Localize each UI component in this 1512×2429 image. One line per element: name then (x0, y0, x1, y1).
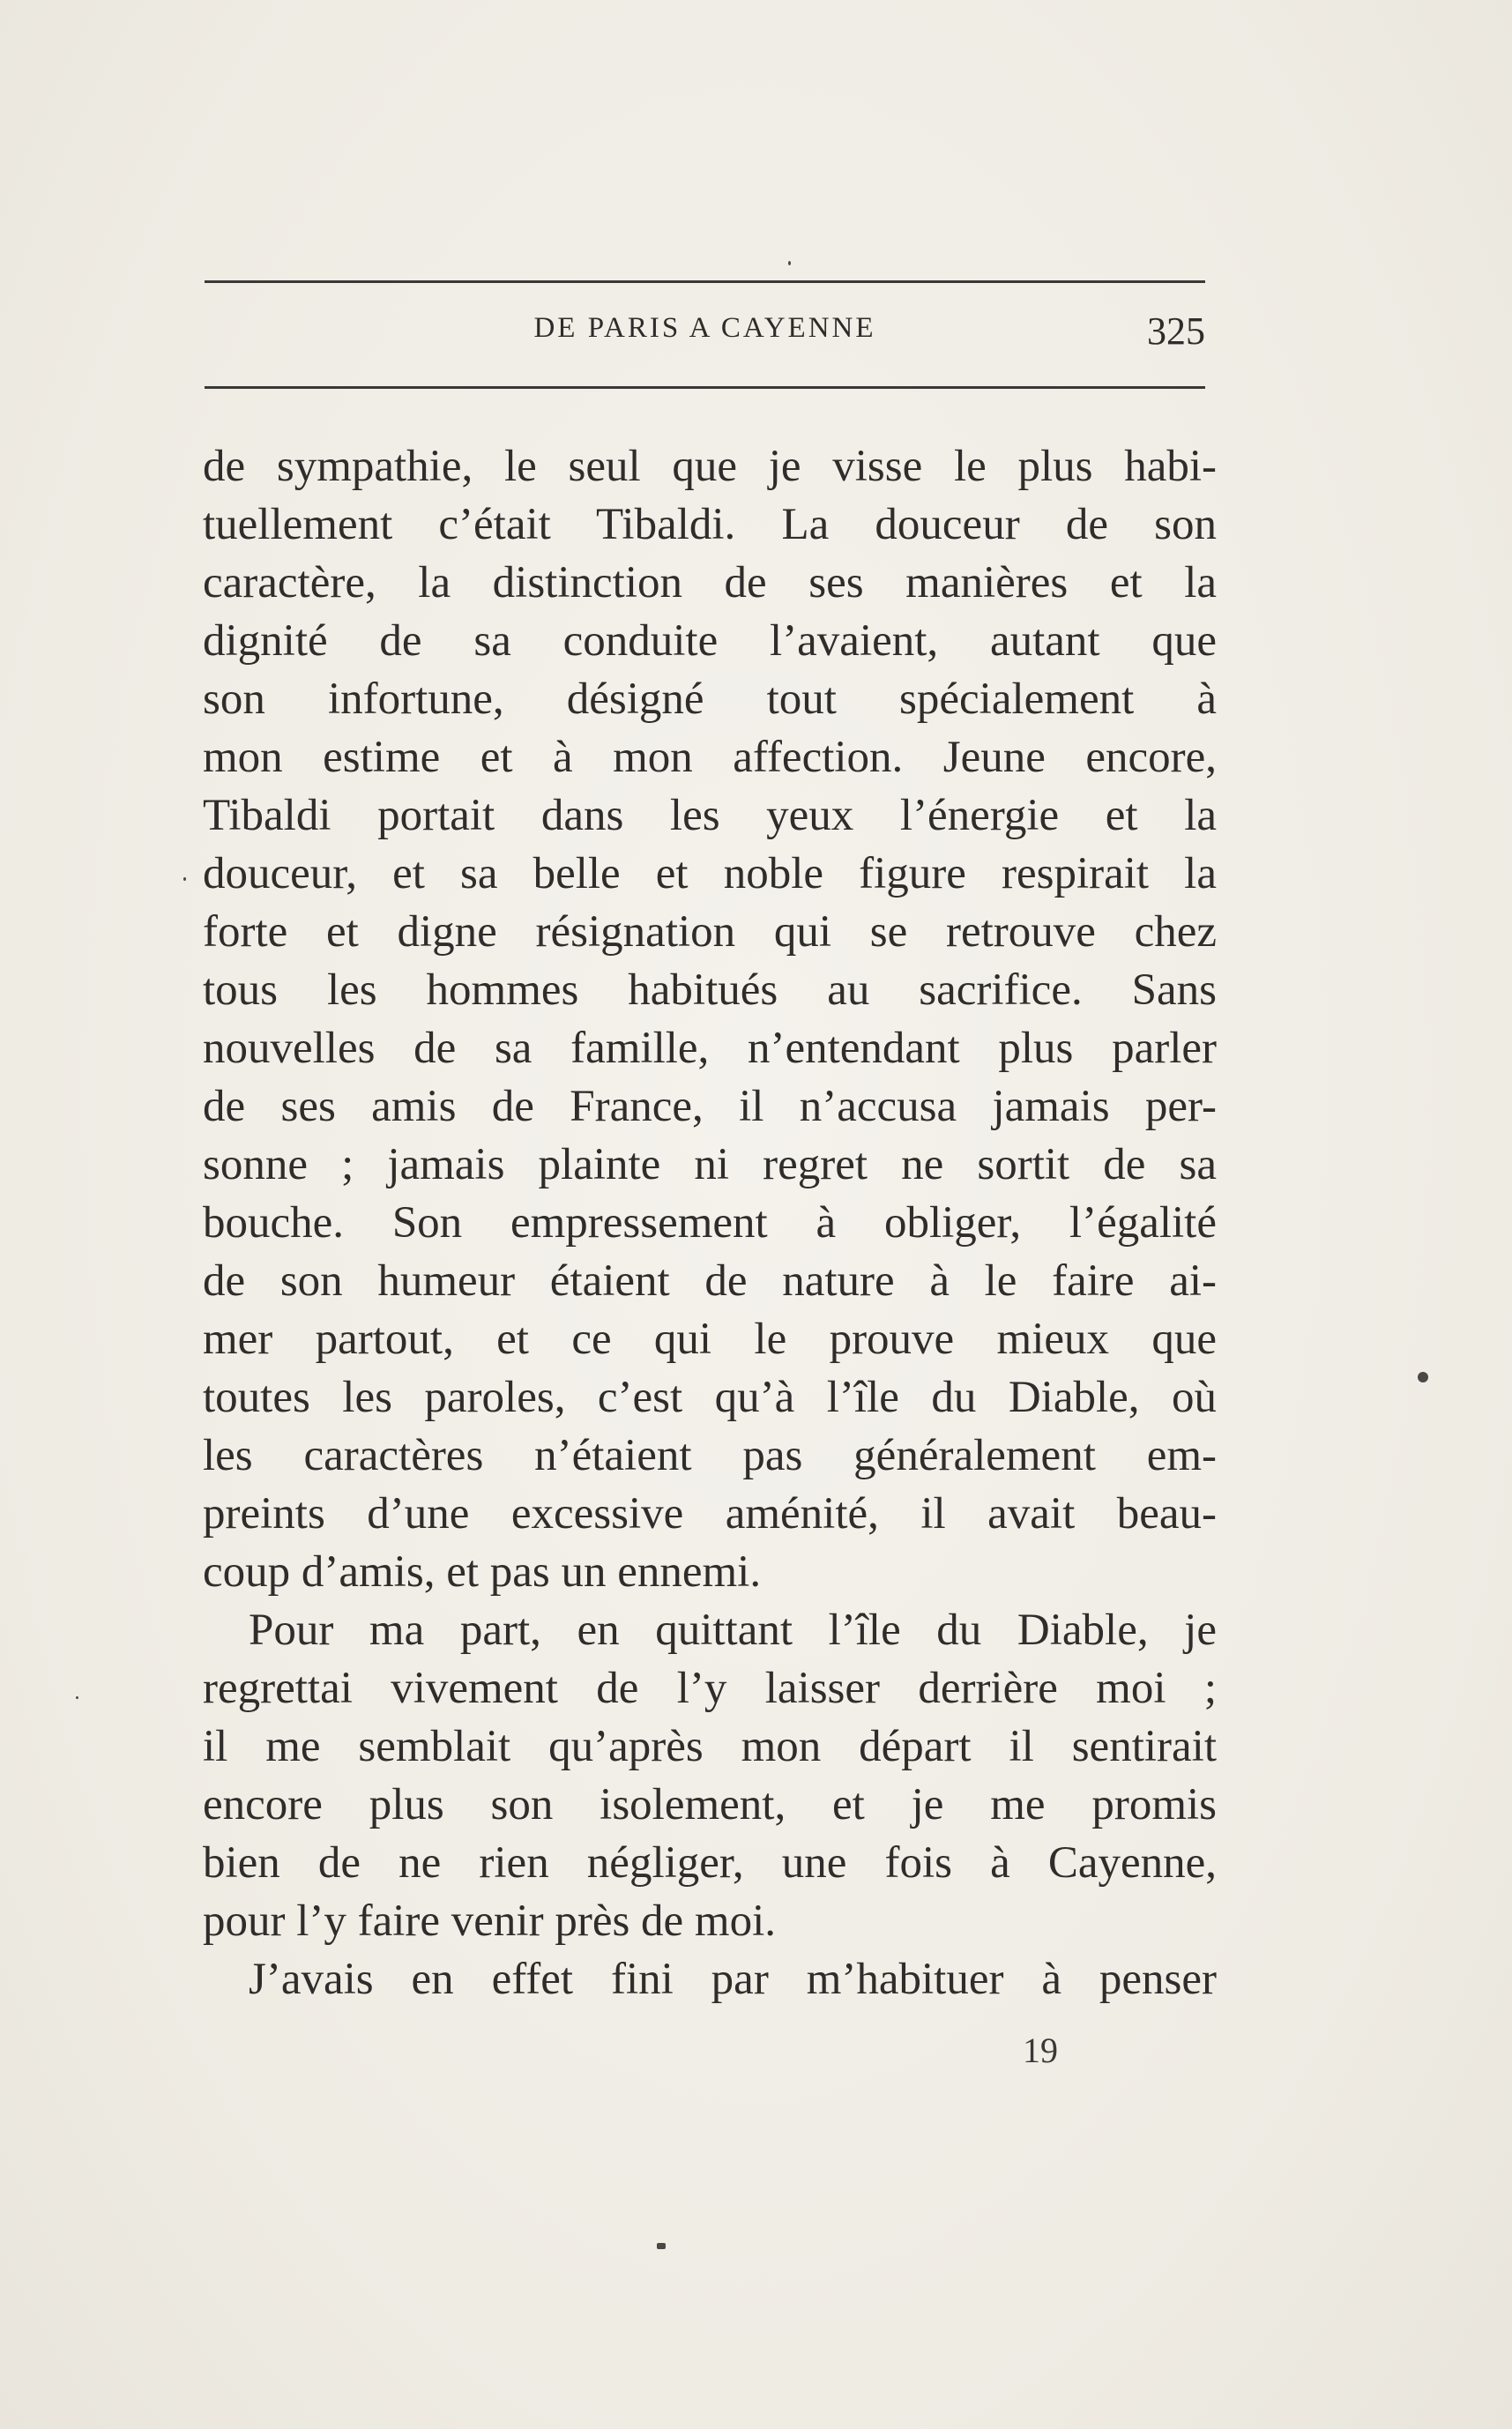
text-line: Pour ma part, en quittant l’île du Diable, je (249, 1606, 1217, 1655)
text-line: de son humeur étaient de nature à le faire ai- (203, 1256, 1217, 1306)
running-title: DE PARIS A CAYENNE (533, 312, 876, 344)
text-line: sonne ; jamais plainte ni regret ne sortit de sa (203, 1140, 1217, 1189)
text-line: les caractères n’étaient pas généralement em- (203, 1431, 1217, 1480)
text-line: toutes les paroles, c’est qu’à l’île du Diable, où (203, 1373, 1217, 1422)
text-line: mer partout, et ce qui le prouve mieux que (203, 1315, 1217, 1364)
text-line: preints d’une excessive aménité, il avait beau- (203, 1489, 1217, 1539)
page-number: 325 (1147, 309, 1205, 353)
text-line: tuellement c’était Tibaldi. La douceur de son (203, 500, 1217, 549)
text-line: bouche. Son empressement à obliger, l’égalité (203, 1198, 1217, 1248)
text-line: nouvelles de sa famille, n’entendant plus parler (203, 1024, 1217, 1073)
paper-speck (657, 2243, 666, 2249)
text-line: pour l’y faire venir près de moi. (203, 1896, 777, 1946)
text-line: douceur, et sa belle et noble figure respirait la (203, 849, 1217, 898)
text-line: regrettai vivement de l’y laisser derrière moi ; (203, 1664, 1217, 1713)
text-line: de sympathie, le seul que je visse le plus habi- (203, 442, 1217, 491)
text-line: dignité de sa conduite l’avaient, autant que (203, 616, 1217, 666)
body-text (203, 437, 1217, 2008)
text-line: caractère, la distinction de ses manières et la (203, 558, 1217, 607)
text-line: forte et digne résignation qui se retrouve chez (203, 907, 1217, 957)
running-head (205, 309, 1205, 361)
paper-speck (76, 1696, 78, 1699)
text-line: encore plus son isolement, et je me promis (203, 1780, 1217, 1829)
text-line: son infortune, désigné tout spécialement à (203, 674, 1217, 724)
text-line: coup d’amis, et pas un ennemi. (203, 1547, 762, 1597)
paper-speck (1418, 1372, 1428, 1382)
paper-speck (788, 261, 791, 265)
text-line: il me semblait qu’après mon départ il sentirait (203, 1722, 1217, 1771)
signature-mark: 19 (1023, 2030, 1058, 2070)
text-line: Tibaldi portait dans les yeux l’énergie et la (203, 791, 1217, 840)
header-bottom-rule (205, 386, 1205, 389)
text-line: mon estime et à mon affection. Jeune encore, (203, 733, 1217, 782)
paper-speck (183, 877, 186, 881)
text-line: tous les hommes habitués au sacrifice. Sans (203, 965, 1217, 1015)
text-line: bien de ne rien négliger, une fois à Cayenne, (203, 1838, 1217, 1888)
text-line: de ses amis de France, il n’accusa jamais per- (203, 1082, 1217, 1131)
header-top-rule (205, 280, 1205, 283)
text-line: J’avais en effet fini par m’habituer à penser (249, 1955, 1217, 2004)
